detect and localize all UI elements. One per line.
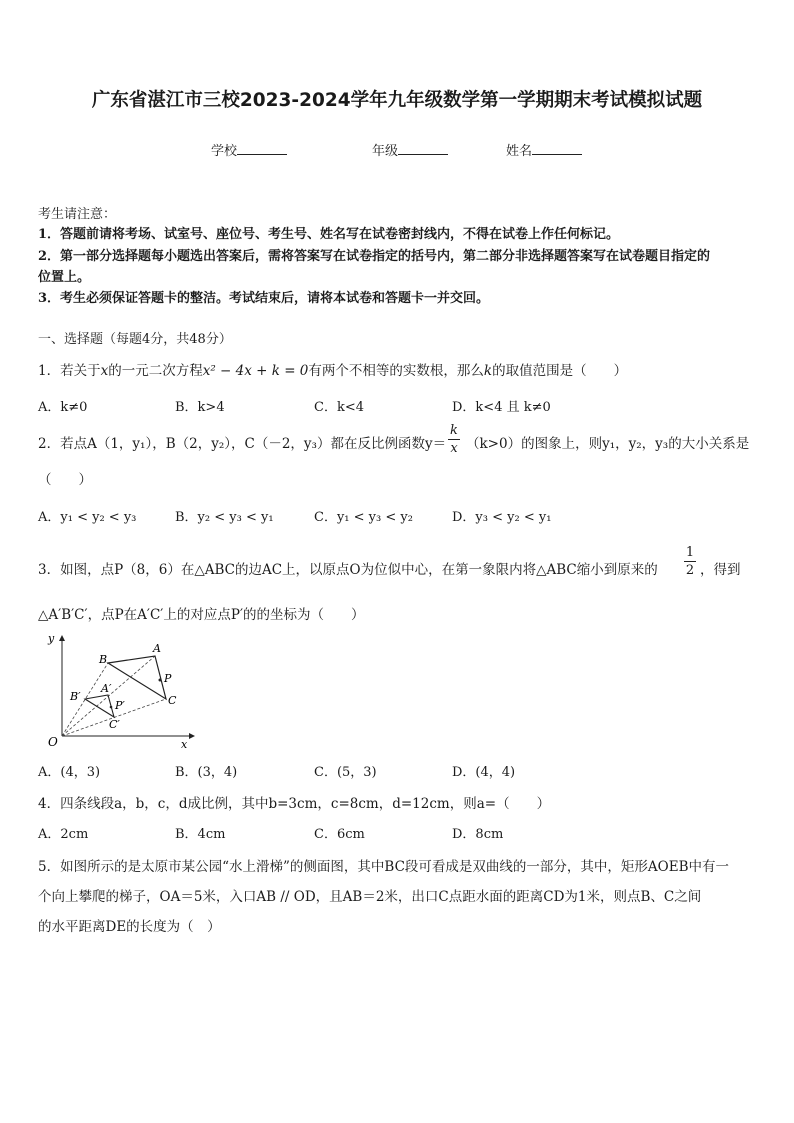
name-field[interactable] (506, 140, 582, 159)
q3-option-d[interactable]: D．(4，4) (452, 765, 516, 780)
q1-stem-c: 有两个不相等的实数根，那么 (308, 363, 484, 379)
q3-frac-bar (684, 561, 696, 562)
q3-frac-den: 2 (685, 563, 695, 578)
section-heading: 一、选择题（每题4分，共48分） (38, 332, 232, 347)
q3-stem-b: ，得到 (700, 562, 741, 578)
q2-option-a[interactable]: A．y₁ < y₂ < y₃ (38, 510, 137, 525)
q1-stem-d: 的取值范围是（ ） (492, 363, 628, 379)
notice-item: 3．考生必须保证答题卡的整洁。考试结束后，请将本试卷和答题卡一并交回。 (38, 291, 490, 306)
point-p (159, 679, 162, 682)
notice-item: 位置上。 (38, 270, 91, 285)
q2-frac-bar (448, 439, 460, 440)
origin-label: O (48, 735, 58, 749)
name-label: 姓名 (506, 144, 533, 159)
q1-var-k: k (483, 363, 493, 379)
label-c2: C′ (109, 718, 120, 731)
question-1-stem (38, 359, 627, 379)
q3-figure (38, 628, 208, 753)
q1-option-b[interactable]: B．k>4 (175, 400, 225, 415)
point-p2 (110, 706, 113, 709)
label-p2: P′ (115, 699, 125, 712)
q4-option-c[interactable]: C．6cm (314, 827, 365, 842)
q3-stem-a: 3．如图，点P（8，6）在△ABC的边AC上，以原点O为位似中心，在第一象限内将△ABC缩小到原来的 (38, 562, 658, 578)
q3-frac-num: 1 (685, 545, 695, 560)
notice-heading: 考生请注意： (38, 207, 117, 222)
q2-stem-b: （k>0）的图象上，则y₁，y₂，y₃的大小关系是 (466, 436, 750, 452)
school-label: 学校 (211, 144, 238, 159)
q2-fraction (448, 423, 460, 456)
q3-option-b[interactable]: B．(3，4) (175, 765, 238, 780)
q1-stem-a: 1．若关于 (38, 363, 101, 379)
q3-stem-c: △A′B′C′，点P在A′C′上的对应点P′的的坐标为（ ） (38, 607, 365, 623)
label-a: A (153, 642, 161, 655)
q2-frac-num: k (450, 423, 458, 438)
q3-option-a[interactable]: A．(4，3) (38, 765, 101, 780)
q4-option-d[interactable]: D．8cm (452, 827, 504, 842)
q2-stem-c: （ ） (38, 472, 92, 488)
name-blank[interactable] (532, 140, 582, 155)
grade-field[interactable] (372, 140, 448, 159)
triangle-abc (108, 656, 166, 699)
school-blank[interactable] (237, 140, 287, 155)
q1-stem-b: 的一元二次方程 (108, 363, 203, 379)
q2-stem-a: 2．若点A（1，y₁），B（2，y₂），C（－2，y₃）都在反比例函数y＝ (38, 436, 447, 452)
label-a2: A′ (101, 682, 112, 695)
label-p: P (164, 672, 172, 685)
q2-option-d[interactable]: D．y₃ < y₂ < y₁ (452, 510, 552, 525)
q2-option-c[interactable]: C．y₁ < y₃ < y₂ (314, 510, 413, 525)
grade-label: 年级 (372, 144, 399, 159)
q2-frac-den: x (450, 441, 458, 456)
q1-option-a[interactable]: A．k≠0 (38, 400, 88, 415)
grade-blank[interactable] (398, 140, 448, 155)
q1-option-d[interactable]: D．k<4 且 k≠0 (452, 400, 551, 415)
label-b: B (99, 653, 108, 666)
triangle-a2b2c2 (85, 695, 114, 717)
q5-line-1: 5．如图所示的是太原市某公园“水上滑梯”的侧面图，其中BC段可看成是双曲线的一部分，其中，矩形AOEB中有一 (38, 859, 729, 875)
school-field[interactable] (211, 140, 287, 159)
page-title: 广东省湛江市三校2023-2024学年九年级数学第一学期期末考试模拟试题 (91, 90, 703, 111)
q4-stem: 4．四条线段a，b，c，d成比例，其中b=3cm，c=8cm，d=12cm，则a=（ ） (38, 796, 551, 812)
q1-equation: x² − 4x + k = 0 (202, 363, 309, 379)
q1-option-c[interactable]: C．k<4 (314, 400, 364, 415)
q4-option-b[interactable]: B．4cm (175, 827, 226, 842)
q1-var-x: x (100, 363, 109, 379)
q5-line-2: 个向上攀爬的梯子，OA＝5米，入口AB // OD，且AB＝2米，出口C点距水面的距离CD为1米，则点B、C之间 (38, 889, 702, 905)
x-axis-label: x (181, 738, 188, 751)
y-axis-label: y (48, 632, 55, 645)
q3-option-c[interactable]: C．(5，3) (314, 765, 377, 780)
label-c: C (168, 694, 177, 707)
q3-fraction (684, 545, 696, 578)
label-b2: B′ (70, 690, 81, 703)
q4-option-a[interactable]: A．2cm (38, 827, 89, 842)
q2-option-b[interactable]: B．y₂ < y₃ < y₁ (175, 510, 274, 525)
q5-line-3: 的水平距离DE的长度为（ ） (38, 919, 221, 935)
notice-item: 2．第一部分选择题每小题选出答案后，需将答案写在试卷指定的括号内，第二部分非选择题答案写在试卷题目指定的 (38, 249, 711, 264)
notice-item: 1．答题前请将考场、试室号、座位号、考生号、姓名写在试卷密封线内，不得在试卷上作任何标记。 (38, 227, 620, 242)
